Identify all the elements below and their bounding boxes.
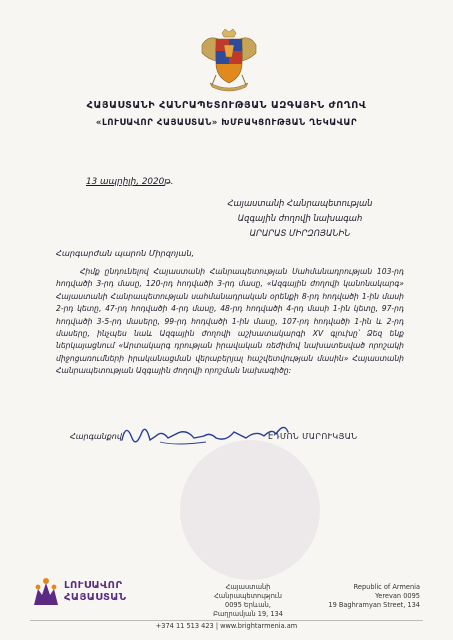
salutation: Հարգարժան պարոն Միրզոյան, [56, 248, 195, 258]
address-am-line2: 0095 Երևան, [225, 601, 271, 609]
coat-of-arms-icon [198, 27, 260, 95]
recipient-block [200, 196, 400, 241]
logo-text-line2: ՀԱՅԱՍՏԱՆ [64, 592, 127, 603]
signature-block [70, 424, 400, 454]
address-en-line3: 19 Baghramyan Street, 134 [328, 601, 420, 609]
address-en-line2: Yerevan 0095 [375, 592, 420, 600]
recipient-line1: Հայաստանի Հանրապետության [227, 198, 373, 208]
signatory-name: ԷԴՄՈՆ ՄԱՐՈՒԿՅԱՆ [268, 432, 358, 441]
faction-header: «ԼՈՒՍԱՎՈՐ ՀԱՅԱՍՏԱՆ» ԽՄԲԱԿՑՈՒԹՅԱՆ ՂԵԿԱՎԱՐ [95, 118, 358, 128]
address-am-line1: Հայաստանի Հանրապետություն [214, 583, 282, 600]
bright-armenia-logo [30, 575, 127, 611]
logo-text-line1: ԼՈՒՍԱՎՈՐ [64, 580, 123, 591]
address-am-line3: Բաղրամյան 19, 134 [213, 610, 283, 618]
letter-date [86, 177, 174, 187]
recipient-line2: Ազգային ժողովի նախագահ [237, 213, 363, 223]
signature-label: Հարգանքով՝ [70, 432, 124, 441]
date-suffix: թ. [164, 177, 174, 187]
footer-divider [30, 620, 423, 621]
address-english [320, 583, 420, 610]
date-value: 13 ապրիլի, 2020 [86, 177, 165, 187]
parliament-header: ՀԱՅԱՍՏԱՆԻ ՀԱՆՐԱՊԵՏՈՒԹՅԱՆ ԱԶԳԱՅԻՆ ԺՈՂՈՎ [86, 100, 367, 111]
address-en-line1: Republic of Armenia [353, 583, 420, 591]
footer-contact: +374 11 513 423 | www.brightarmenia.am [155, 622, 298, 630]
recipient-name: ԱՐԱՐԱՏ ՄԻՐԶՈՅԱՆԻՆ [249, 228, 351, 238]
letter-body: Հիմք ընդունելով Հայաստանի Հանրապետության Սահմանադրության 103-րդ հոդվածի 3-րդ մասը, 120-րդ հոդվածի 3-րդ մասը, «Ազգային ժողովի կանոնակարգ» Հայաստանի Հանրապետության սահմանադրական օրենքի 8-րդ հոդվածի 1-ին մասի 2-րդ կետը, 47-րդ հոդվածի 4-րդ մասը, 48-րդ հոդվածի 4-րդ մասի 1-ին կետը, 97-րդ հոդվածի 3-5-րդ մասերը, 99-րդ հոդվածի 1-ին մասը, 107-րդ հոդվածի 1-ին և 2-րդ մասերը, ինչպես նաև Ազգային ժողովի աշխատակարգի XV գլուխը՝ Ձեզ ենք ներկայացնում «Արտակարգ դրության իրավական ռեժիմով նախատեսված որոշակի միջոցառումների իրականացման վերաբերյալ հաշվետվության մասին» Հայաստանի Հանրապետության Ազգային ժողովի որոշման նախագիծը: [56, 267, 404, 376]
party-logo-icon [30, 577, 62, 607]
address-armenian [198, 583, 298, 619]
